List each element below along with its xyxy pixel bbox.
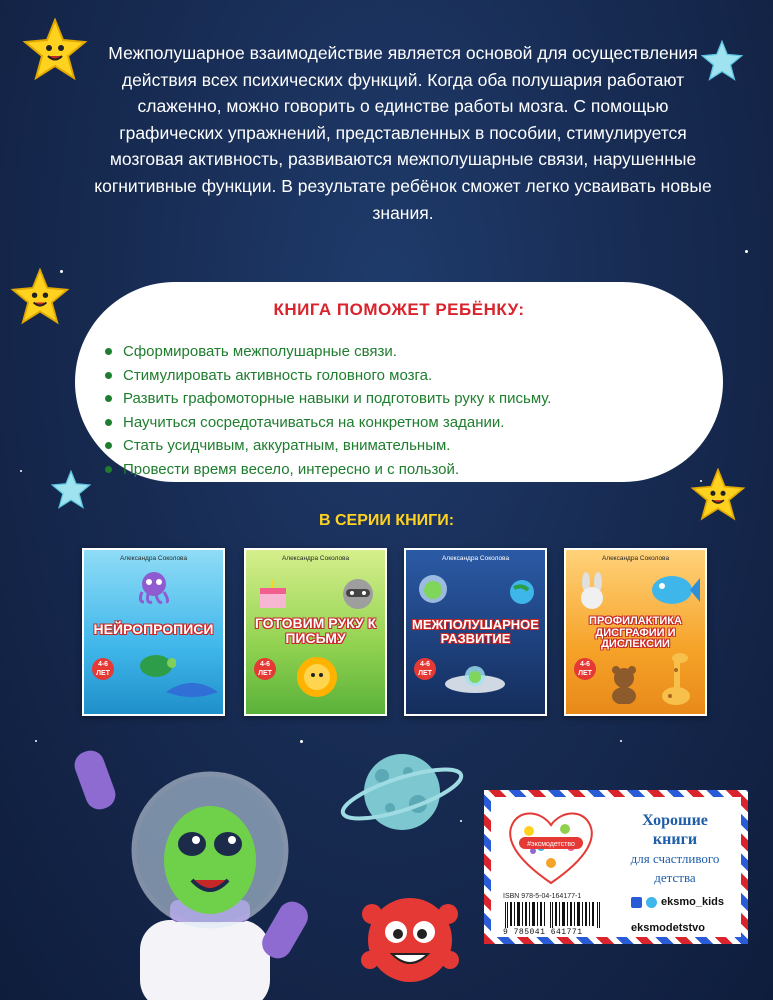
teddy-bear-icon	[606, 664, 642, 704]
list-item	[105, 458, 551, 482]
alien-astronaut-character-icon	[60, 740, 330, 1000]
book-title: НЕЙРОПРОПИСИ	[93, 621, 214, 637]
book-title: МЕЖПОЛУШАРНОЕ РАЗВИТИЕ	[412, 617, 539, 646]
red-alien-character-icon	[350, 880, 470, 1000]
heart-logo-icon	[505, 807, 597, 887]
age-badge: 4-6 ЛЕТ	[92, 658, 114, 680]
age-badge: 4-6 ЛЕТ	[574, 658, 596, 680]
book-cover-profilaktika[interactable]	[564, 548, 707, 716]
age-badge: 4-6 ЛЕТ	[254, 658, 276, 680]
raccoon-icon	[338, 574, 378, 614]
list-item-text: Стать усидчивым, аккуратным, внимательным.	[123, 437, 451, 454]
octopus-icon	[134, 570, 174, 604]
cake-icon	[256, 578, 290, 612]
sun-character-icon	[294, 654, 340, 700]
intro-text: Межполушарное взаимодействие является основой для осуществления действия всех психических функций. Когда оба полушария работают слаженно, можно говорить о единстве работы мозга. С помощью графических упражнений, представленных в пособии, стимулируется мозговая активность, развиваются межполушарные связи, нарушенные когнитивные функции. В результате ребёнок сможет легко усваивать новые знания.	[94, 43, 712, 223]
giraffe-icon	[656, 650, 696, 706]
barcode-digits: 9 785041 641771	[503, 928, 583, 937]
blue-star-icon	[50, 470, 92, 510]
benefits-list	[105, 340, 551, 481]
list-item	[105, 364, 551, 388]
star-dot	[20, 470, 22, 472]
list-item	[105, 434, 551, 458]
list-item-text: Научиться сосредотачиваться на конкретном задании.	[123, 413, 505, 431]
benefits-panel	[75, 282, 723, 482]
vk-icon[interactable]	[631, 897, 642, 908]
list-item-text: Развить графомоторные навыки и подготовить руку к письму.	[123, 390, 552, 407]
social-handle[interactable]: eksmo_kids	[661, 896, 724, 908]
bullet-icon	[105, 395, 112, 402]
list-item-text: Сформировать межполушарные связи.	[123, 343, 397, 360]
book-cover-gotovim-ruku[interactable]	[244, 548, 387, 716]
website-link[interactable]: eksmodetstvo	[631, 922, 705, 934]
slogan-line: Хорошие	[642, 812, 708, 829]
slogan-line: детства	[654, 870, 696, 885]
planet-with-ring-icon	[338, 742, 468, 842]
alien-astronaut-icon	[416, 572, 450, 606]
bullet-icon	[105, 466, 112, 473]
telegram-icon[interactable]	[646, 897, 657, 908]
social-row	[631, 893, 724, 911]
fish-icon	[650, 572, 700, 608]
book-cover-mezhpolusharnoe[interactable]	[404, 548, 547, 716]
yellow-star-character-icon	[22, 18, 88, 82]
book-author: Александра Соколова	[281, 555, 350, 562]
slogan-line: для счастливого	[630, 851, 720, 866]
bullet-icon	[105, 419, 112, 426]
book-author: Александра Соколова	[601, 555, 670, 562]
barcode-icon	[503, 902, 603, 928]
ufo-icon	[442, 660, 508, 696]
book-title: ГОТОВИМ РУКУ К ПИСЬМУ	[254, 615, 377, 646]
isbn-label: ISBN 978-5-04-164177-1	[503, 893, 582, 900]
series-title: В СЕРИИ КНИГИ:	[318, 512, 455, 529]
heart-label: #эксмодетство	[527, 841, 575, 848]
book-author: Александра Соколова	[119, 555, 188, 562]
star-dot	[745, 250, 748, 253]
age-badge: 4-6 ЛЕТ	[414, 658, 436, 680]
publisher-slogan	[615, 811, 735, 887]
list-item-text: Провести время весело, интересно и с пользой.	[123, 460, 460, 478]
list-item	[105, 411, 551, 435]
stingray-icon	[164, 678, 220, 708]
star-dot	[620, 740, 622, 742]
yellow-star-character-icon	[10, 268, 70, 326]
book-title: ПРОФИЛАКТИКА ДИСГРАФИИ И ДИСЛЕКСИИ	[589, 615, 682, 651]
turtle-icon	[136, 650, 176, 680]
star-dot	[35, 740, 37, 742]
bullet-icon	[105, 348, 112, 355]
book-cover-neuropropisi[interactable]	[82, 548, 225, 716]
slogan-line: книги	[652, 831, 698, 848]
list-item	[105, 387, 551, 411]
bunny-icon	[574, 572, 610, 612]
planet-icon	[506, 576, 538, 608]
social-links	[631, 893, 724, 911]
bullet-icon	[105, 372, 112, 379]
publisher-envelope	[484, 790, 748, 944]
list-item	[105, 340, 551, 364]
book-author: Александра Соколова	[441, 555, 510, 562]
bullet-icon	[105, 442, 112, 449]
list-item-text: Стимулировать активность головного мозга.	[123, 366, 433, 384]
benefits-title: КНИГА ПОМОЖЕТ РЕБЁНКУ:	[273, 300, 525, 319]
